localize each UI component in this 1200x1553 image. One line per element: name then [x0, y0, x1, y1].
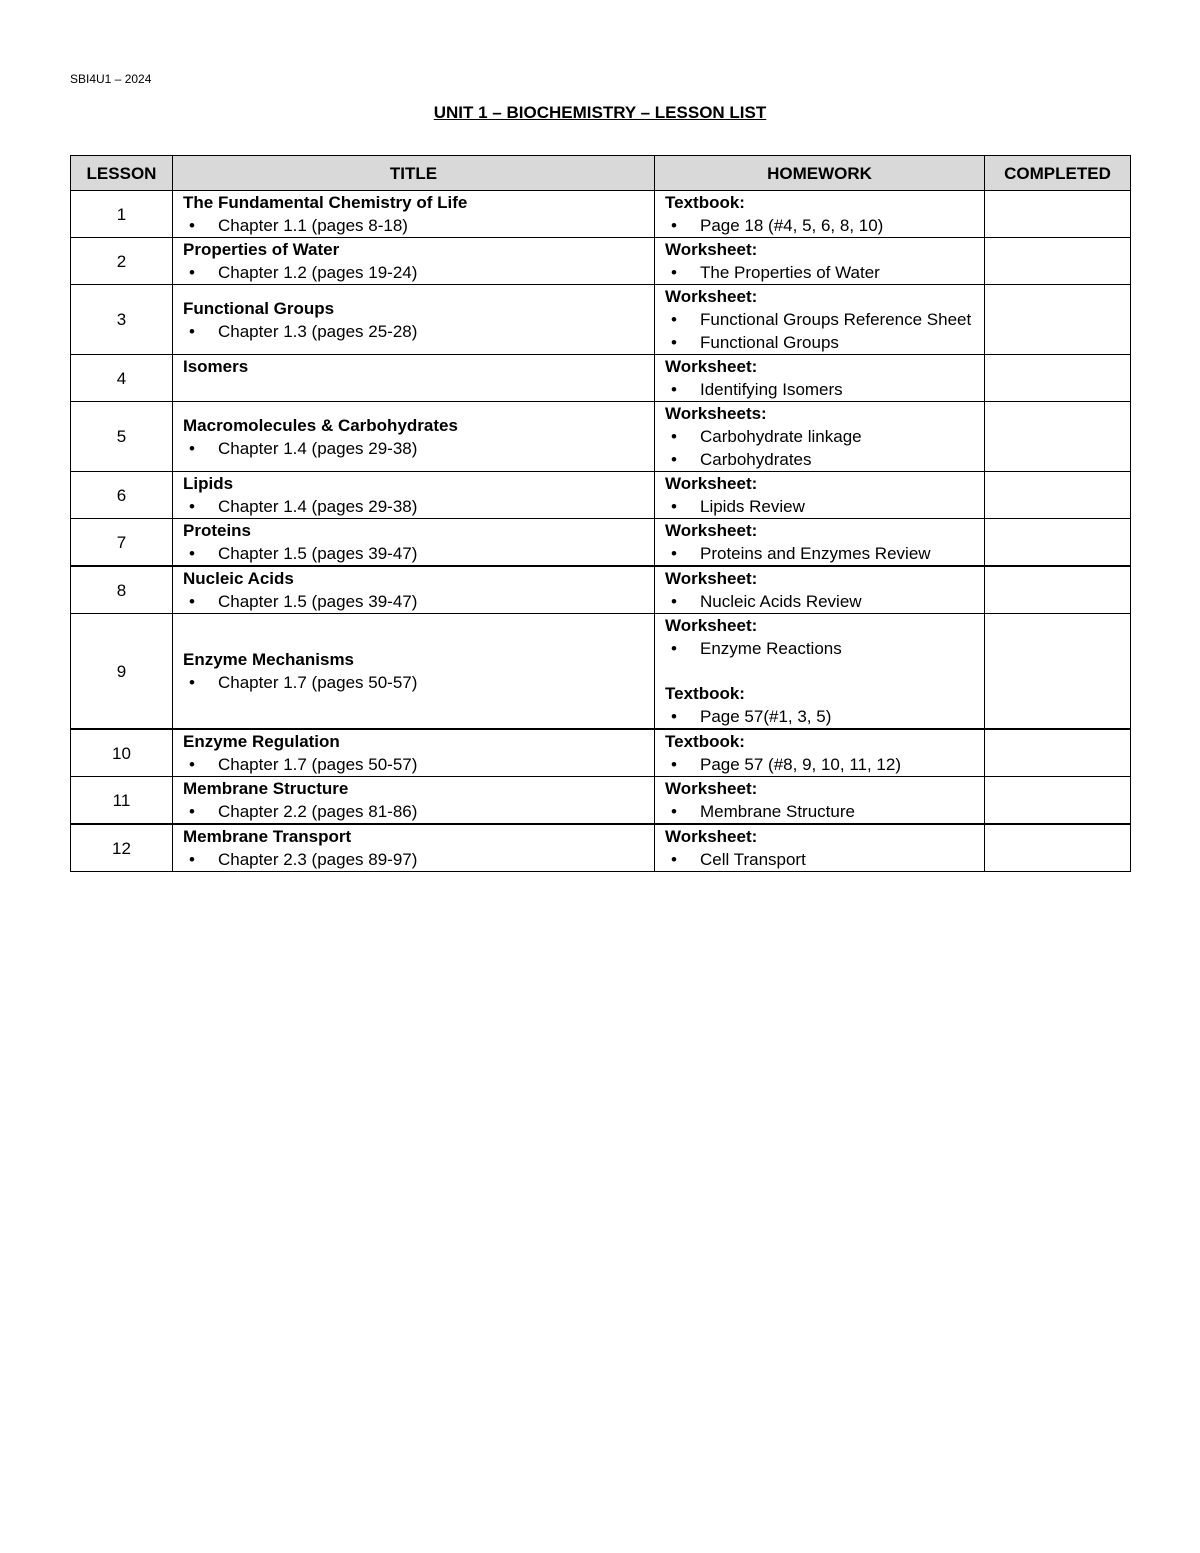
homework-item: • Cell Transport [665, 848, 974, 871]
homework-group [665, 682, 974, 728]
homework-group [665, 285, 974, 354]
completed-cell[interactable] [985, 729, 1131, 777]
homework-group [665, 402, 974, 471]
homework-group [665, 825, 974, 871]
lesson-title: Proteins [183, 521, 252, 540]
page-title: UNIT 1 – BIOCHEMISTRY – LESSON LIST [433, 103, 767, 122]
homework-type: Worksheets: [665, 404, 767, 423]
lesson-number: 3 [71, 285, 173, 355]
homework-item: • The Properties of Water [665, 261, 974, 284]
homework-group [665, 519, 974, 565]
completed-cell[interactable] [985, 824, 1131, 872]
homework-type: Worksheet: [665, 779, 758, 798]
homework-type: Textbook: [665, 732, 745, 751]
homework-group [665, 355, 974, 401]
homework-type: Textbook: [665, 684, 745, 703]
col-header-homework: HOMEWORK [655, 156, 985, 191]
completed-cell[interactable] [985, 355, 1131, 402]
homework-item: • Proteins and Enzymes Review [665, 542, 974, 565]
lesson-title: Macromolecules & Carbohydrates [183, 415, 458, 435]
lesson-title-cell [173, 777, 655, 825]
homework-item: • Page 57(#1, 3, 5) [665, 705, 974, 728]
lesson-title-cell [173, 472, 655, 519]
lesson-number: 9 [71, 614, 173, 730]
homework-cell [655, 824, 985, 872]
lesson-title: Isomers [183, 357, 249, 376]
lesson-title: Membrane Transport [183, 827, 352, 846]
lesson-title-cell [173, 729, 655, 777]
lesson-row [71, 355, 1131, 402]
lesson-row [71, 285, 1131, 355]
completed-cell[interactable] [985, 519, 1131, 567]
homework-item: • Page 18 (#4, 5, 6, 8, 10) [665, 214, 974, 237]
lesson-title: Properties of Water [183, 240, 340, 259]
lesson-title-cell [173, 402, 655, 472]
lesson-row [71, 519, 1131, 567]
lesson-title-cell [173, 191, 655, 238]
lesson-row [71, 238, 1131, 285]
homework-cell [655, 355, 985, 402]
lesson-title: Enzyme Mechanisms [183, 650, 355, 669]
completed-cell[interactable] [985, 566, 1131, 614]
lesson-row [71, 472, 1131, 519]
lesson-number: 4 [71, 355, 173, 402]
homework-item: • Page 57 (#8, 9, 10, 11, 12) [665, 753, 974, 776]
chapter-reference: • Chapter 1.1 (pages 8-18) [183, 214, 644, 237]
completed-cell[interactable] [985, 285, 1131, 355]
completed-cell[interactable] [985, 238, 1131, 285]
lesson-row [71, 824, 1131, 872]
homework-type: Worksheet: [665, 616, 758, 635]
homework-group [665, 730, 974, 776]
completed-cell[interactable] [985, 614, 1131, 730]
chapter-reference: • Chapter 1.4 (pages 29-38) [183, 495, 644, 518]
lesson-number: 5 [71, 402, 173, 472]
homework-item: • Carbohydrate linkage [665, 425, 974, 448]
lesson-title: Membrane Structure [183, 779, 349, 798]
homework-item: • Carbohydrates [665, 448, 974, 471]
homework-group [665, 472, 974, 518]
homework-item: • Nucleic Acids Review [665, 590, 974, 613]
homework-group [665, 614, 974, 660]
completed-cell[interactable] [985, 777, 1131, 825]
homework-group [665, 191, 974, 237]
homework-type: Textbook: [665, 193, 745, 212]
homework-type: Worksheet: [665, 287, 758, 306]
homework-type: Worksheet: [665, 569, 758, 588]
course-code: SBI4U1 – 2024 [70, 72, 152, 86]
chapter-reference: • Chapter 1.4 (pages 29-38) [183, 437, 644, 460]
chapter-reference: • Chapter 2.2 (pages 81-86) [183, 800, 644, 823]
homework-cell [655, 191, 985, 238]
homework-type: Worksheet: [665, 827, 758, 846]
homework-cell [655, 614, 985, 730]
lesson-title-cell [173, 614, 655, 730]
homework-cell [655, 285, 985, 355]
chapter-reference: • Chapter 1.3 (pages 25-28) [183, 320, 644, 343]
lesson-number: 6 [71, 472, 173, 519]
homework-type: Worksheet: [665, 521, 758, 540]
chapter-reference: • Chapter 1.5 (pages 39-47) [183, 542, 644, 565]
lesson-title: Nucleic Acids [183, 569, 294, 588]
homework-cell [655, 519, 985, 567]
lesson-table [70, 155, 1131, 872]
completed-cell[interactable] [985, 402, 1131, 472]
homework-item: • Identifying Isomers [665, 378, 974, 401]
lesson-number: 7 [71, 519, 173, 567]
lesson-number: 10 [71, 729, 173, 777]
lesson-row [71, 614, 1131, 730]
lesson-title-cell [173, 519, 655, 567]
lesson-number: 2 [71, 238, 173, 285]
lesson-title-cell [173, 824, 655, 872]
lesson-row [71, 566, 1131, 614]
completed-cell[interactable] [985, 191, 1131, 238]
lesson-number: 11 [71, 777, 173, 825]
lesson-title-cell [173, 566, 655, 614]
homework-cell [655, 566, 985, 614]
chapter-reference: • Chapter 2.3 (pages 89-97) [183, 848, 644, 871]
lesson-title-cell [173, 285, 655, 355]
col-header-title: TITLE [173, 156, 655, 191]
lesson-title: Lipids [183, 474, 234, 493]
col-header-lesson: LESSON [71, 156, 173, 191]
lesson-row [71, 191, 1131, 238]
lesson-number: 1 [71, 191, 173, 238]
homework-type: Worksheet: [665, 240, 758, 259]
homework-item: • Functional Groups Reference Sheet [665, 308, 974, 331]
lesson-title: Enzyme Regulation [183, 732, 340, 751]
chapter-reference: • Chapter 1.7 (pages 50-57) [183, 671, 644, 694]
col-header-completed: COMPLETED [985, 156, 1131, 191]
lesson-row [71, 729, 1131, 777]
homework-cell [655, 402, 985, 472]
lesson-title: Functional Groups [183, 298, 335, 318]
homework-group [665, 238, 974, 284]
lesson-title-cell [173, 238, 655, 285]
lesson-row [71, 777, 1131, 825]
lesson-row [71, 402, 1131, 472]
homework-cell [655, 777, 985, 825]
homework-group [665, 777, 974, 823]
lesson-number: 8 [71, 566, 173, 614]
homework-type: Worksheet: [665, 474, 758, 493]
homework-group [665, 567, 974, 613]
homework-item: • Functional Groups [665, 331, 974, 354]
completed-cell[interactable] [985, 472, 1131, 519]
homework-item: • Lipids Review [665, 495, 974, 518]
lesson-title: The Fundamental Chemistry of Life [183, 193, 468, 212]
homework-item: • Membrane Structure [665, 800, 974, 823]
chapter-reference: • Chapter 1.2 (pages 19-24) [183, 261, 644, 284]
lesson-title-cell [173, 355, 655, 402]
chapter-reference: • Chapter 1.5 (pages 39-47) [183, 590, 644, 613]
chapter-reference: • Chapter 1.7 (pages 50-57) [183, 753, 644, 776]
homework-cell [655, 472, 985, 519]
homework-cell [655, 238, 985, 285]
homework-item: • Enzyme Reactions [665, 637, 974, 660]
table-header-row [71, 156, 1131, 191]
lesson-number: 12 [71, 824, 173, 872]
homework-type: Worksheet: [665, 357, 758, 376]
homework-cell [655, 729, 985, 777]
